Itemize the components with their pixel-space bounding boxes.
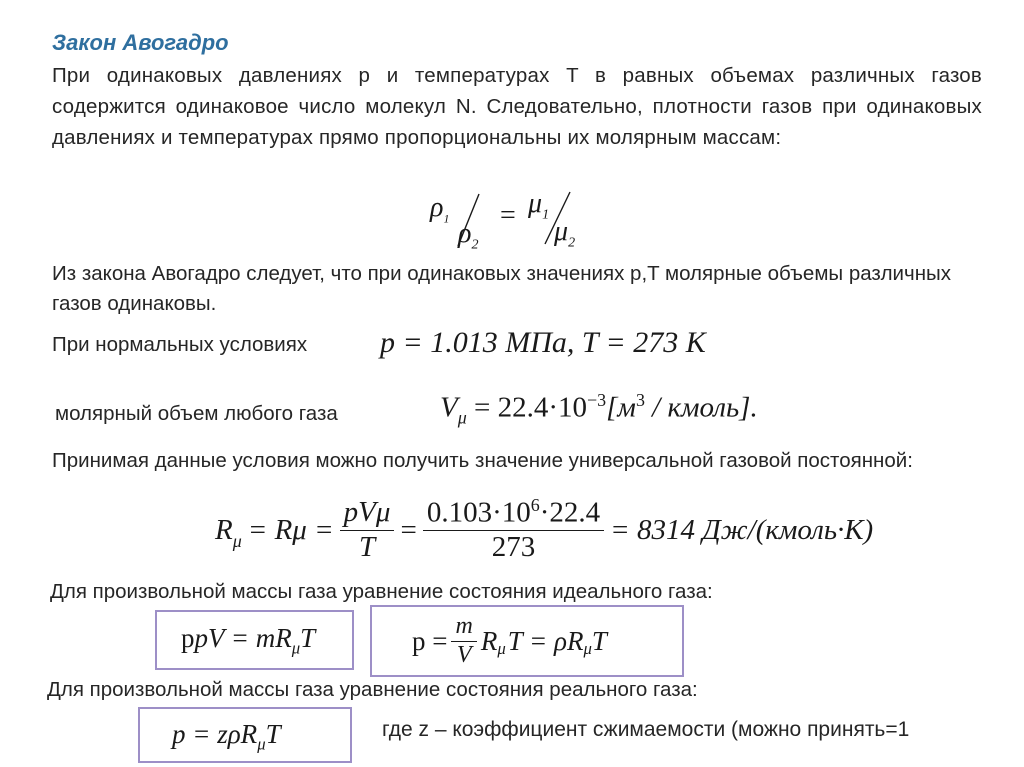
ideal-gas-label: Для произвольной массы газа уравнение состояния идеального газа: bbox=[50, 580, 713, 603]
compressibility-note: где z – коэффициент сжимаемости (можно принять=1 bbox=[382, 718, 910, 741]
rho2: $\rho_2$ bbox=[458, 218, 479, 253]
normal-conditions-label: При нормальных условиях bbox=[52, 333, 308, 356]
density-ratio-formula bbox=[424, 190, 594, 255]
normal-conditions-formula: p = 1.013 МПа, T = 273 К bbox=[380, 326, 706, 359]
real-gas-label: Для произвольной массы газа уравнение состояния реального газа: bbox=[47, 678, 698, 701]
slide-title: Закон Авогадро bbox=[52, 30, 229, 55]
mu2: $\mu_2$ bbox=[554, 216, 576, 251]
ideal-gas-eq-1: ppV = $mR_\mu T$ bbox=[181, 623, 316, 658]
gas-constant-fraction-1: $\frac{\text{pVμ}}{T}$ bbox=[340, 496, 395, 564]
density-eq-sign: = bbox=[500, 200, 516, 231]
ideal-gas-eq-box-2 bbox=[370, 605, 684, 677]
gas-constant-fraction-2: $\frac{0.103\cdot 10^6\cdot 22.4}{273}$ bbox=[423, 495, 604, 564]
avogadro-consequence: Из закона Авогадро следует, что при одинаковых значениях p,T молярные объемы различных газов одинаковы. bbox=[52, 262, 951, 315]
mass-over-volume-fraction: $\frac{m}{V}$ bbox=[451, 613, 476, 669]
rho1: $\rho_1$ bbox=[430, 192, 450, 226]
gas-constant-intro: Принимая данные условия можно получить значение универсальной газовой постоянной: bbox=[52, 449, 913, 472]
molar-volume-formula: $V_\mu = 22.4\cdot 10^{-3}[м^3$ / кмоль]. bbox=[440, 390, 758, 428]
mu1: $\mu_1$ bbox=[528, 188, 550, 223]
real-gas-eq: p = zρR$_\mu$T bbox=[172, 719, 281, 754]
ideal-gas-eq-box-1 bbox=[155, 610, 354, 670]
molar-volume-label: молярный объем любого газа bbox=[55, 402, 338, 425]
real-gas-eq-box bbox=[138, 707, 352, 763]
gas-constant-formula: R $_\mu$ = Rμ = $\frac{\text{pVμ}}{T}$ = $\frac{0.103\cdot 10^6\cdot 22.4}{273}$ = 8314 Дж/(кмоль·К) bbox=[215, 495, 874, 564]
intro-paragraph: При одинаковых давлениях p и температурах T в равных объемах различных газов содержится одинаковое число молекул N. Следовательно, плотности газов при одинаковых давлениях и температурах прямо пропорциональны их молярным массам: bbox=[52, 64, 982, 149]
ideal-gas-eq-2: p = $\frac{m}{V}$ R $_\mu$ T = ρR $_\mu$ T bbox=[412, 612, 607, 668]
